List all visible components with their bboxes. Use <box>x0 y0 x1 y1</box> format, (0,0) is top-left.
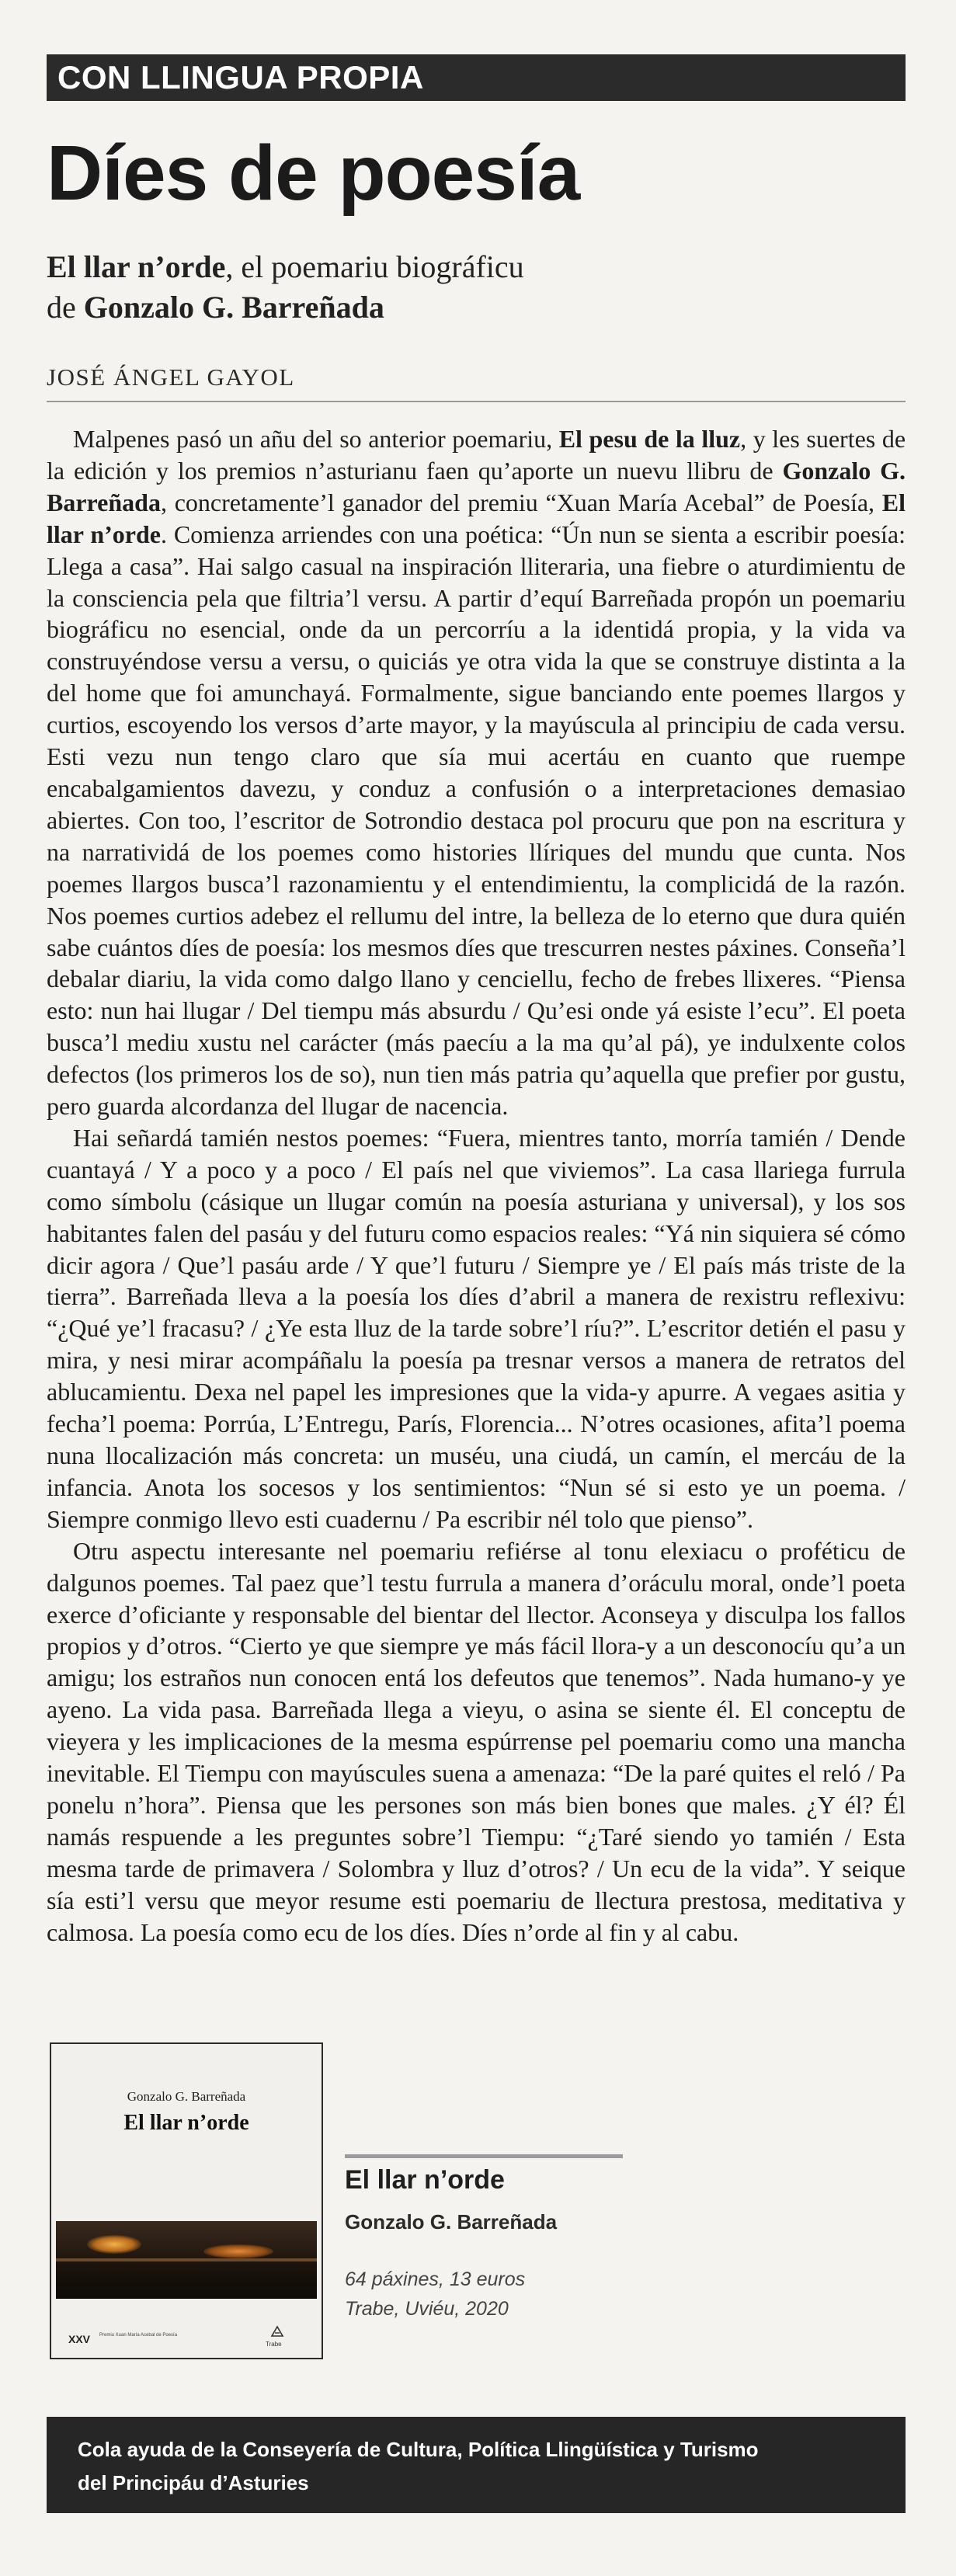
book-info-pages-price: 64 páxines, 13 euros <box>345 2268 526 2290</box>
cover-author: Gonzalo G. Barreñada <box>127 2089 246 2104</box>
footer-credit-line-1: Cola ayuda de la Conseyería de Cultura, Política Llingüística y Turismo <box>78 2438 759 2461</box>
cover-publisher: Trabe <box>266 2341 282 2348</box>
footer-credit-line-2: del Principáu d’Asturies <box>78 2471 309 2494</box>
book-info-publisher: Trabe, Uviéu, 2020 <box>345 2298 509 2320</box>
cover-prize-text: Premiu Xuan María Acebal de Poesía <box>99 2333 178 2338</box>
paragraph-2: Hai señardá tamién nestos poemes: “Fuera, mientres tanto, morría tamién / Dende cuantayá / Y a poco y a poco / El país nel que viviemos”. La casa llariega furrula como símbolu (cásique un llugar común na poesía asturiana y universal), y los sos habitantes falen del pasáu y del futuru como espacios reales: “Yá nin siquiera sé cómo dicir agora / Que’l pasáu arde / Y que’l futuru / Siempre ye / El país más triste de la tierra”. Barreñada lleva a la poesía los díes d’abril a manera de rexistru reflexivu: “¿Qué ye’l fracasu? / ¿Ye esta lluz de la tarde sobre’l ríu?”. L’escritor detién el pasu y mira, y nesi mirar acompáñalu la poesía pa tresnar versos a manera de retratos del ablucamientu. Dexa nel papel les impresiones que la vida-y apurre. A vegaes asitia y fecha’l poema: Porrúa, L’Entregu, París, Florencia... N’otres ocasiones, afita’l poema nuna llocalización más concreta: un muséu, una ciudá, un camín, el mercáu de la infancia. Anota los socesos y los sentimientos: “Nun sé si esto ye un poema. / Siempre conmigo llevo esti cuadernu / Pa escribir nél tolo que pienso”. <box>47 1123 906 1533</box>
paragraph-1 <box>47 423 906 1122</box>
subtitle-text-2: de <box>47 290 84 325</box>
p1-bold-author: Gonzalo G. Barreñada <box>47 456 906 516</box>
article-subtitle <box>47 247 906 328</box>
publisher-logo-icon <box>270 2325 284 2338</box>
byline-divider <box>47 401 906 402</box>
article-body <box>47 423 906 1949</box>
footer-credit-bar <box>47 2417 906 2513</box>
book-info-divider <box>345 2154 623 2158</box>
cover-series-number: XXV <box>68 2333 91 2345</box>
byline: JOSÉ ÁNGEL GAYOL <box>47 363 295 391</box>
book-info-author: Gonzalo G. Barreñada <box>345 2210 558 2234</box>
subtitle-text-1: , el poemariu biográficu <box>225 249 524 284</box>
subtitle-author: Gonzalo G. Barreñada <box>83 290 384 325</box>
paragraph-3: Otru aspectu interesante nel poemariu refiérse al tonu elexiacu o proféticu de dalgunos poemes. Tal paez que’l testu furrula a manera d’oráculu moral, onde’l poeta exerce d’oficiante y responsable del bientar del llector. Aconseya y disculpa los fallos propios y d’otros. “Cierto ye que siempre ye más fácil llora-y a un desconocíu qu’a un amigu; los estraños nun conocen entá los defeutos que tenemos”. Nada humano-y ye ayeno. La vida pasa. Barreñada llega a vieyu, o asina se siente él. El conceptu de vieyera y les implicaciones de la mesma espúrrense pel poemariu como una mancha inevitable. El Tiempu con mayúscules suena a amenaza: “De la paré quites el reló / Pa ponelu n’hora”. Piensa que les persones son más bien bones que males. ¿Y él? Él namás respuende a les preguntes sobre’l Tiempu: “¿Taré siendo yo tamién / Esta mesma tarde de primavera / Solombra y lluz d’otros? / Un ecu de la vida”. Y seique sía esti’l versu que meyor resume esti poemariu de llectura prestosa, meditativa y calmosa. La poesía como ecu de los díes. Díes n’orde al fin y al cabu. <box>47 1536 906 1946</box>
fireplace-photo <box>56 2221 317 2299</box>
p1-bold-book-previous: El pesu de la lluz <box>558 425 741 453</box>
section-label: CON LLINGUA PROPIA <box>57 59 424 96</box>
p1-bold-book: El llar n’orde <box>47 488 906 548</box>
article-title: Díes de poesía <box>47 130 580 217</box>
book-info-title: El llar n’orde <box>345 2165 505 2195</box>
book-cover-image <box>50 2042 323 2359</box>
p1-text-c: , y les suertes de la edición y los premios n’asturianu faen qu’aporte un nuevu llibru de <box>47 425 906 485</box>
p1-text-e: . Comienza arriendes con una poética: “Ún nun se sienta a escribir poesía: Llega a casa”. Hai salgo casual na inspiración lliteraria, una fiebre o aturdimientu de la consciencia pela que filtria’l versu. A partir d’equí Barreñada propón un poemariu biográficu no esencial, onde da un percorríu a la identidá propia, y la vida va construyéndose versu a versu, o quiciás ye otra vida la que se construye distinta a la del home que foi amunchayá. Formalmente, sigue banciando ente poemes llargos y curtios, escoyendo los versos d’arte mayor, y la mayúscula al principiu de cada versu. Esti vezu nun tengo claro que sía mui acertáu en cuanto que ruempe encabalgamientos davezu, y conduz a confusión o a interpretaciones demasiao abiertes. Con too, l’escritor de Sotrondio destaca pol procuru que pon na escritura y na narratividá de los poemes como histories llíriques del mundu que cunta. Nos poemes llargos busca’l razonamientu y el entendimientu, la complicidá de la razón. Nos poemes curtios adebez el rellumu del intre, la belleza de lo eterno que dura quién sabe cuántos díes de poesía: los mesmos díes que trescurren nestes páxines. Conseña’l debalar diariu, la vida como dalgo llano y cenciellu, fecho de frebes llixeres. “Piensa esto: nun hai llugar / Del tiempu más absurdu / Qu’esi onde yá esiste l’ecu”. El poeta busca’l mediu xustu nel carácter (más paecíu a la ma qu’al pá), ye indulxente colos defectos (los primeros los de so), nun tien más patria qu’aquella que prefier por gustu, pero guarda alcordanza del llugar de nacencia. <box>47 520 906 1121</box>
section-header-bar <box>47 54 906 101</box>
subtitle-book-title: El llar n’orde <box>47 249 226 284</box>
p1-text-a: Malpenes pasó un añu del so anterior poemariu, <box>73 425 559 453</box>
cover-title: El llar n’orde <box>123 2111 249 2135</box>
p1-text-d: , concretamente’l ganador del premiu “Xuan María Acebal” de Poesía, <box>160 488 882 516</box>
